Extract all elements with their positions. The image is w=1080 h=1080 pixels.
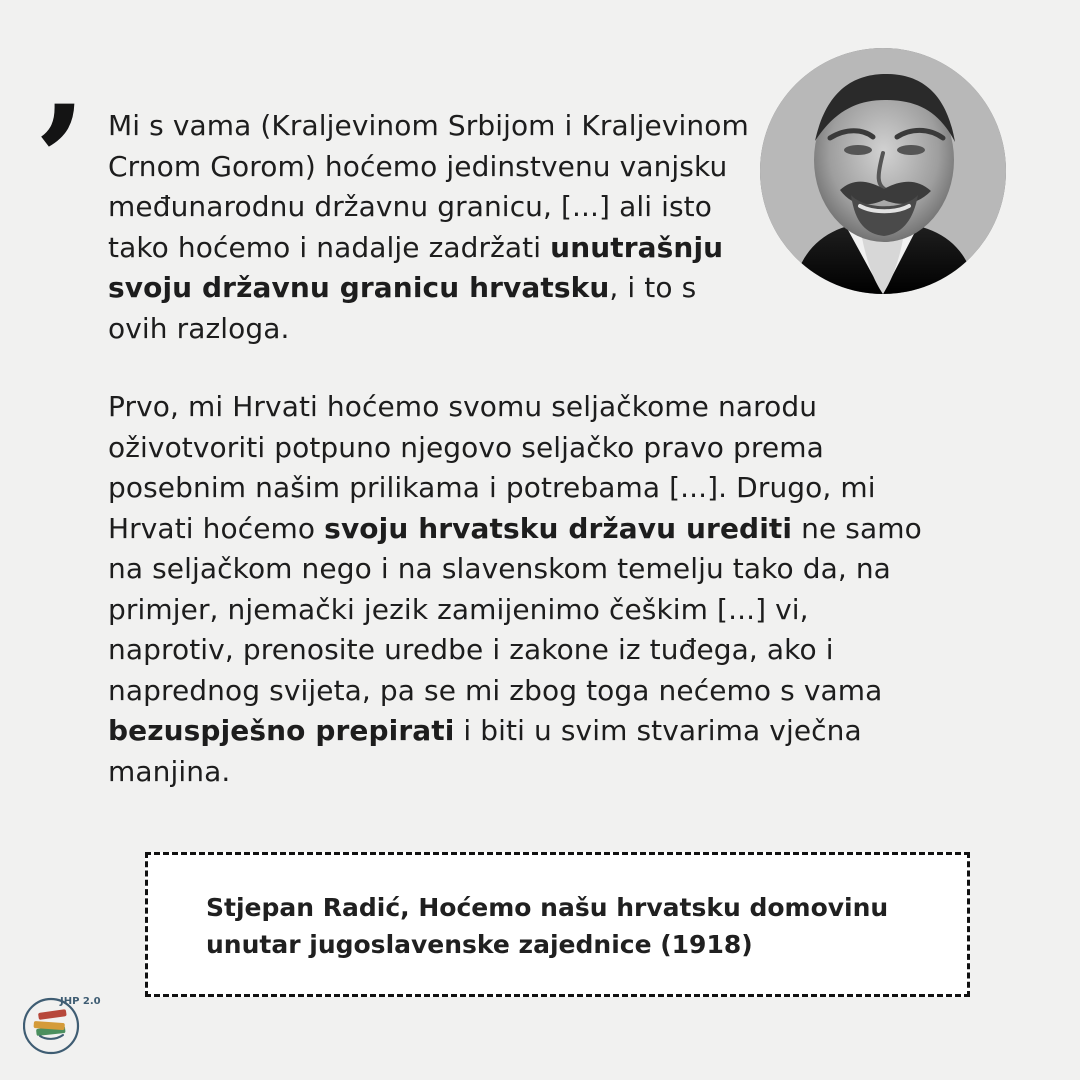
citation-box xyxy=(145,852,970,997)
books-logo-icon xyxy=(23,994,105,1060)
quote-mark-icon: ’ xyxy=(34,73,87,249)
quote-paragraph-2-emphasis-2: bezuspješno prepirati xyxy=(108,714,455,747)
quote-paragraph-2-ending: i biti u svim stvarima vječna manjina. xyxy=(108,714,862,788)
quote-paragraph-2 xyxy=(108,387,938,792)
quote-paragraph-2-text: Prvo, mi Hrvati hoćemo svomu seljačkome narodu oživotvoriti potpuno njegovo seljačko pravo prema posebnim našim prilikama i potrebama [...]. Drugo, mi Hrvati hoćemo xyxy=(108,390,876,545)
citation-text: Stjepan Radić, Hoćemo našu hrvatsku domovinu unutar jugoslavenske zajednice (1918) xyxy=(206,893,889,959)
quote-paragraph-1-emphasis: unutrašnju svoju državnu granicu hrvatsku xyxy=(108,230,724,304)
quote-paragraph-2-emphasis-1: svoju hrvatsku državu urediti xyxy=(324,511,793,545)
quote-paragraph-1-ending: , i to s ovih razloga. xyxy=(108,271,697,345)
quote-paragraph-1-text: Mi s vama (Kraljevinom Srbijom i Kraljevinom Crnom Gorom) hoćemo jedinstvenu vanjsku međunarodnu državnu granicu, [...] ali isto tako hoćemo i nadalje zadržati xyxy=(108,109,749,264)
quote-paragraph-1 xyxy=(108,106,758,349)
portrait-icon xyxy=(760,48,1006,294)
logo-label: JHP 2.0 xyxy=(60,996,101,1007)
quote-paragraph-2-middle: ne samo na seljačkom nego i na slavenskom temelju tako da, na primjer, njemački jezik zamijenimo češkim [...] vi, naprotiv, prenosite uredbe i zakone iz tuđega, ako i naprednog svijeta, pa se mi zbog toga nećemo s vama xyxy=(108,511,922,707)
